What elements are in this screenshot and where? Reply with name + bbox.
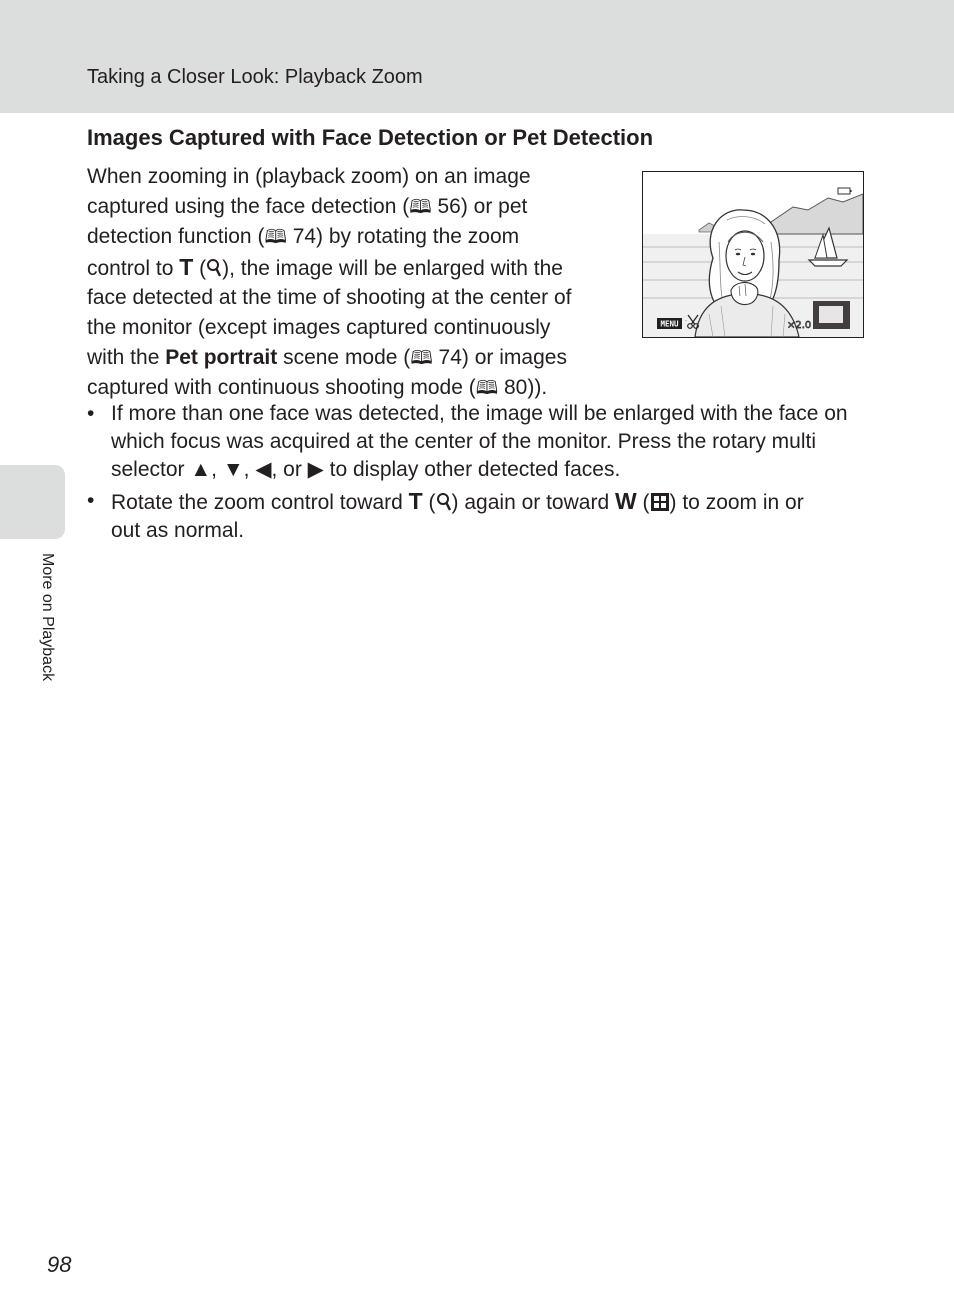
down-arrow-icon: ▼ bbox=[222, 458, 244, 481]
chapter-tab bbox=[0, 465, 65, 539]
dot-icon: · bbox=[685, 318, 687, 325]
book-ref-icon: 🕮 bbox=[410, 347, 433, 369]
bullet-mark: • bbox=[87, 489, 95, 512]
bullet-list bbox=[87, 400, 877, 548]
list-item: • If more than one face was detected, the image will be enlarged with the face on which focus was acquired at the center of the monitor. Press the rotary multi selector ▲, ▼, ◀, or ▶ to display other detected faces. bbox=[87, 402, 848, 481]
magnifier-icon bbox=[206, 258, 222, 278]
intro-line: control to T ( ), the image will be enlarged with the bbox=[87, 253, 563, 280]
playback-zoom-screen bbox=[642, 171, 864, 338]
bullet-mark: • bbox=[87, 402, 95, 425]
book-ref-icon: 🕮 bbox=[475, 378, 499, 400]
menu-label: MENU bbox=[660, 319, 679, 329]
pet-portrait-term: Pet portrait bbox=[165, 345, 278, 369]
intro-line: the monitor (except images captured continuously bbox=[87, 315, 551, 339]
intro-line: with the Pet portrait scene mode (🕮 74) or images bbox=[87, 345, 567, 369]
header-band bbox=[0, 0, 954, 113]
book-ref-icon: 🕮 bbox=[409, 196, 432, 218]
zoom-ratio: ×2.0 bbox=[787, 320, 812, 331]
intro-line: detection function (🕮 74) by rotating the zoom bbox=[87, 225, 520, 249]
playback-zoom-illustration bbox=[643, 172, 863, 337]
tele-key-glyph: T bbox=[179, 253, 194, 280]
intro-line: When zooming in (playback zoom) on an image bbox=[87, 165, 531, 188]
wide-key-glyph: W bbox=[614, 488, 637, 514]
up-arrow-icon: ▲ bbox=[190, 458, 212, 481]
thumbnail-icon bbox=[650, 492, 670, 512]
intro-paragraph bbox=[87, 162, 617, 404]
running-header: Taking a Closer Look: Playback Zoom bbox=[87, 66, 423, 88]
intro-line: face detected at the time of shooting at the center of bbox=[87, 286, 572, 310]
book-ref-icon: 🕮 bbox=[264, 227, 287, 249]
list-item: • Rotate the zoom control toward T ( ) again or toward W ( ) to zoom in or out as normal. bbox=[87, 488, 804, 542]
section-heading: Images Captured with Face Detection or Pet Detection bbox=[87, 125, 654, 150]
tele-key-glyph: T bbox=[408, 488, 423, 514]
intro-line: captured with continuous shooting mode (🕮 80)). bbox=[87, 376, 548, 400]
chapter-label: More on Playback bbox=[39, 553, 56, 682]
intro-line: captured using the face detection (🕮 56) or pet bbox=[87, 194, 528, 218]
page-number: 98 bbox=[47, 1252, 72, 1277]
right-arrow-icon: ▶ bbox=[307, 458, 324, 481]
magnifier-icon bbox=[436, 492, 452, 512]
left-arrow-icon: ◀ bbox=[255, 458, 272, 481]
